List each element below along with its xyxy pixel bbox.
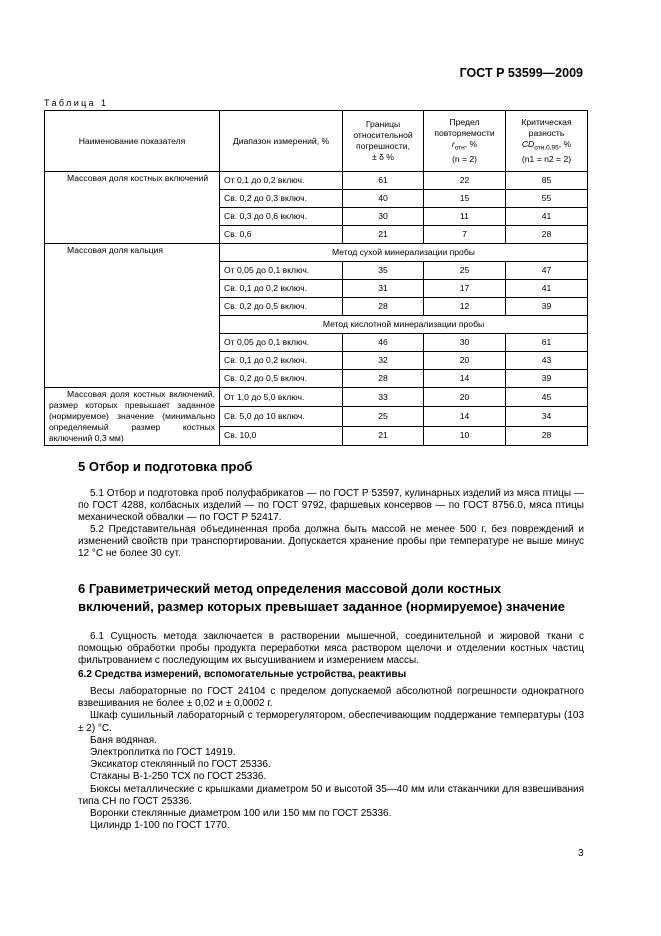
cd-cell: 39 (506, 370, 588, 388)
cd-cell: 34 (506, 407, 588, 426)
cd-cell: 55 (506, 190, 588, 208)
col-header-crit-unit: , % (558, 139, 572, 150)
indicator-text: Массовая доля костных включений (67, 173, 209, 183)
section-6-title (78, 580, 565, 616)
list-item: Баня водяная. (90, 734, 157, 746)
delta-cell: 33 (343, 388, 424, 407)
cd-cell: 43 (506, 352, 588, 370)
r-cell: 20 (424, 352, 506, 370)
cd-cell: 61 (506, 334, 588, 352)
symbol-r: r (451, 139, 455, 150)
delta-cell: 40 (343, 190, 424, 208)
col-header-crit-line: (n1 = n2 = 2) (521, 153, 572, 164)
list-item: Электроплитка по ГОСТ 14919. (90, 747, 236, 759)
range-cell: Св. 0,1 до 0,2 включ. (220, 280, 343, 298)
symbol-r-sub: отн (454, 144, 465, 152)
range-cell: Св. 0,6 (220, 226, 343, 244)
col-header-error-line: погрешности, (356, 141, 410, 151)
list-item: Цилиндр 1-100 по ГОСТ 1770. (90, 820, 230, 832)
indicator-text: Массовая доля костных включений, размер которых превышает заданное (нормируемое) значение (минимально определяемый размер костных включений 0,3 мм) (49, 389, 215, 443)
r-cell: 7 (424, 226, 506, 244)
indicator-cell (45, 244, 220, 388)
section-6-title-line: 6 Гравиметрический метод определения массовой доли костных (78, 581, 502, 596)
col-header-repeat-line: (n = 2) (451, 153, 478, 164)
range-cell: Св. 0,2 до 0,3 включ. (220, 190, 343, 208)
r-cell: 14 (424, 407, 506, 426)
delta-cell: 30 (343, 208, 424, 226)
cd-cell: 28 (506, 226, 588, 244)
range-cell: Св. 0,3 до 0,6 включ. (220, 208, 343, 226)
method-row-acid: Метод кислотной минерализации пробы (220, 316, 588, 334)
table-row (45, 244, 588, 262)
delta-cell: 28 (343, 298, 424, 316)
col-header-error (343, 111, 424, 172)
section-6-title-line: включений, размер которых превышает заданное (нормируемое) значение (78, 599, 565, 614)
range-cell: Св. 5,0 до 10 включ. (220, 407, 343, 426)
section-6-1 (78, 631, 584, 668)
range-cell: От 1,0 до 5,0 включ. (220, 388, 343, 407)
delta-cell: 25 (343, 407, 424, 426)
col-header-range: Диапазон измерений, % (220, 111, 343, 172)
delta-cell: 32 (343, 352, 424, 370)
cd-cell: 47 (506, 262, 588, 280)
list-item: Бюксы металлические с крышками диаметром 50 и высотой 35—40 мм или стаканчики для взвешивания типа СН по ГОСТ 25336. (78, 783, 584, 807)
delta-cell: 31 (343, 280, 424, 298)
delta-cell: 21 (343, 426, 424, 445)
col-header-critical (506, 111, 588, 172)
page-number: 3 (578, 848, 584, 859)
col-header-repeat-line (428, 139, 501, 154)
col-header-indicator: Наименование показателя (45, 111, 220, 172)
r-cell: 15 (424, 190, 506, 208)
r-cell: 30 (424, 334, 506, 352)
col-header-error-line: Границы (365, 119, 401, 129)
section-5-1 (78, 488, 584, 525)
table-caption: Таблица 1 (44, 98, 109, 108)
range-cell: Св. 0,2 до 0,5 включ. (220, 370, 343, 388)
col-header-crit-line: разность (528, 128, 565, 139)
table-row (45, 388, 588, 407)
col-header-error-line: ± δ % (372, 152, 394, 162)
range-cell: От 0,05 до 0,1 включ. (220, 262, 343, 280)
indicator-cell (45, 388, 220, 446)
r-cell: 10 (424, 426, 506, 445)
range-cell: Св. 0,2 до 0,5 включ. (220, 298, 343, 316)
list-item: Стаканы В-1-250 ТСХ по ГОСТ 25336. (90, 771, 267, 783)
paragraph: 5.2 Представительная объединенная проба должна быть массой не менее 500 г, без повреждений и изменений свойств при транспортировании. Допускается хранение пробы при температуре не выше минус 12 °С не более 30 сут. (78, 524, 584, 560)
section-6-2-title: 6.2 Средства измерений, вспомогательные устройства, реактивы (78, 669, 407, 680)
col-header-repeat-unit: , % (464, 139, 478, 150)
range-cell: Св. 0,1 до 0,2 включ. (220, 352, 343, 370)
section-5-title: 5 Отбор и подготовка проб (78, 459, 253, 474)
equipment-list (78, 686, 584, 832)
r-cell: 20 (424, 388, 506, 407)
col-header-crit-line: Критическая (521, 117, 572, 128)
list-item: Эксикатор стеклянный по ГОСТ 25336. (90, 759, 271, 771)
indicator-text: Массовая доля кальция (67, 245, 164, 255)
range-cell: От 0,05 до 0,1 включ. (220, 334, 343, 352)
paragraph: 6.1 Сущность метода заключается в растворении мышечной, соединительной и жировой ткани с помощью обработки пробы продукта переработки мяса раствором щелочи и отделении костных частиц фильтрованием с последующим их высушиванием и измерением массы. (78, 631, 584, 667)
cd-cell: 41 (506, 208, 588, 226)
symbol-cd-sub: отн.0,95 (534, 144, 559, 152)
cd-cell: 39 (506, 298, 588, 316)
document-code: ГОСТ Р 53599—2009 (459, 66, 583, 80)
delta-cell: 46 (343, 334, 424, 352)
cd-cell: 85 (506, 172, 588, 190)
range-cell: Св. 10,0 (220, 426, 343, 445)
delta-cell: 35 (343, 262, 424, 280)
table-header-row (45, 111, 588, 172)
col-header-crit-line (510, 139, 583, 154)
r-cell: 11 (424, 208, 506, 226)
r-cell: 22 (424, 172, 506, 190)
col-header-repeat-line: повторяемости (434, 128, 495, 139)
r-cell: 12 (424, 298, 506, 316)
cd-cell: 28 (506, 426, 588, 445)
col-header-error-line: относительной (353, 130, 413, 140)
indicator-cell (45, 172, 220, 244)
paragraph: 5.1 Отбор и подготовка проб полуфабрикатов — по ГОСТ Р 53597, кулинарных изделий из мяса птицы — по ГОСТ 4288, колбасных изделий — по ГОСТ 9792, фаршевых консервов — по ГОСТ 8756.0, мяса птицы механической обвалки — по ГОСТ Р 52417. (78, 488, 584, 524)
cd-cell: 41 (506, 280, 588, 298)
cd-cell: 45 (506, 388, 588, 407)
list-item: Шкаф сушильный лабораторный с терморегулятором, обеспечивающим поддержание температуры (103 ± 2) °С. (78, 710, 584, 734)
col-header-repeat-line: Предел (449, 117, 480, 128)
symbol-cd: CD (521, 139, 535, 150)
r-cell: 25 (424, 262, 506, 280)
table-row (45, 172, 588, 190)
list-item: Весы лабораторные по ГОСТ 24104 с пределом допускаемой абсолютной погрешности однократного взвешивания не более ± 0,02 и ± 0,0002 г. (78, 686, 584, 710)
col-header-repeatability (424, 111, 506, 172)
delta-cell: 21 (343, 226, 424, 244)
range-cell: От 0,1 до 0,2 включ. (220, 172, 343, 190)
delta-cell: 61 (343, 172, 424, 190)
r-cell: 17 (424, 280, 506, 298)
data-table (44, 110, 588, 446)
list-item: Воронки стеклянные диаметром 100 или 150 мм по ГОСТ 25336. (90, 808, 392, 820)
r-cell: 14 (424, 370, 506, 388)
section-5-2 (78, 524, 584, 561)
method-row-dry: Метод сухой минерализации пробы (220, 244, 588, 262)
delta-cell: 28 (343, 370, 424, 388)
